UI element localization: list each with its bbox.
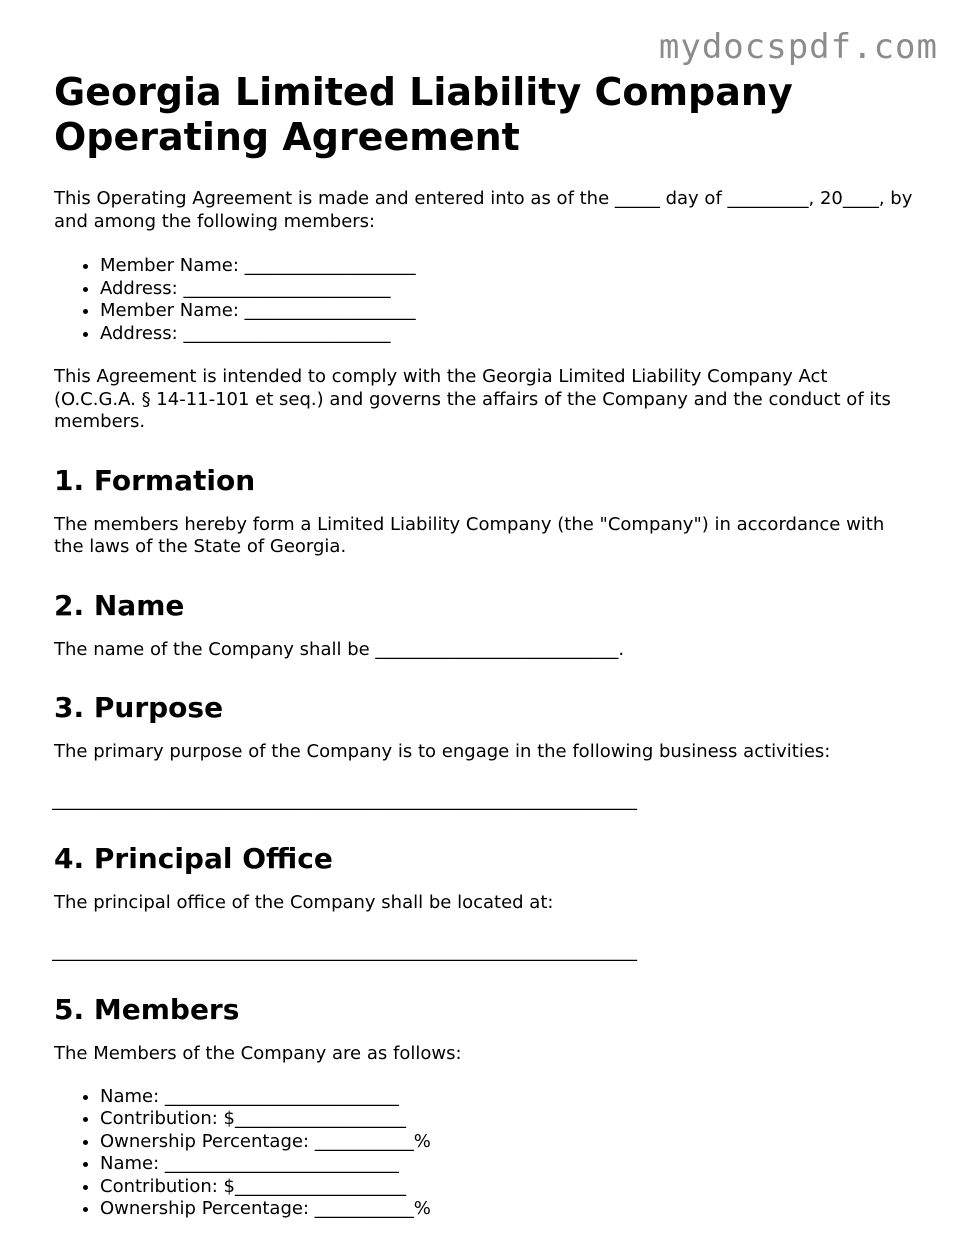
member-name-item: • Name: __________________________ [100,1086,914,1109]
principal-office-text: The principal office of the Company shall be located at: [54,892,554,913]
principal-office-heading: 4. Principal Office [54,842,333,875]
member-ownership-item: • Ownership Percentage: ___________% [100,1198,914,1221]
intro-member-item: • Address: _______________________ [100,278,914,301]
purpose-text: The primary purpose of the Company is to engage in the following business activities: [54,741,831,762]
compliance-paragraph: This Agreement is intended to comply with the Georgia Limited Liability Company Act (O.C.G.A. § 14-11-101 et seq.) and governs the affairs of the Company and the conduct of its members. [54,366,891,432]
members-text: The Members of the Company are as follows: [54,1043,462,1064]
name-text: The name of the Company shall be ___________________________. [54,638,625,660]
intro-member-list [54,255,914,345]
member-name-item: • Name: __________________________ [100,1153,914,1176]
intro-member-item: • Member Name: ___________________ [100,255,914,278]
watermark: mydocspdf.com [658,27,938,67]
document-page [54,70,914,1242]
purpose-heading: 3. Purpose [54,691,224,724]
formation-text: The members hereby form a Limited Liability Company (the "Company") in accordance with the laws of the State of Georgia. [54,513,885,557]
principal-office-blank: _________________________________________________________________ [52,940,637,962]
formation-heading: 1. Formation [54,463,256,497]
document-title: Georgia Limited Liability Company Operating Agreement [54,70,793,159]
name-heading: 2. Name [54,588,185,622]
member-contribution-item: • Contribution: $___________________ [100,1176,914,1199]
members-list [54,1086,914,1221]
members-heading: 5. Members [54,993,240,1026]
intro-paragraph: This Operating Agreement is made and entered into as of the _____ day of _________, 20____, by and among the following members: [54,188,913,232]
intro-member-item: • Member Name: ___________________ [100,300,914,323]
member-ownership-item: • Ownership Percentage: ___________% [100,1131,914,1154]
intro-member-item: • Address: _______________________ [100,323,914,346]
member-contribution-item: • Contribution: $___________________ [100,1108,914,1131]
purpose-blank: _________________________________________________________________ [52,789,637,811]
